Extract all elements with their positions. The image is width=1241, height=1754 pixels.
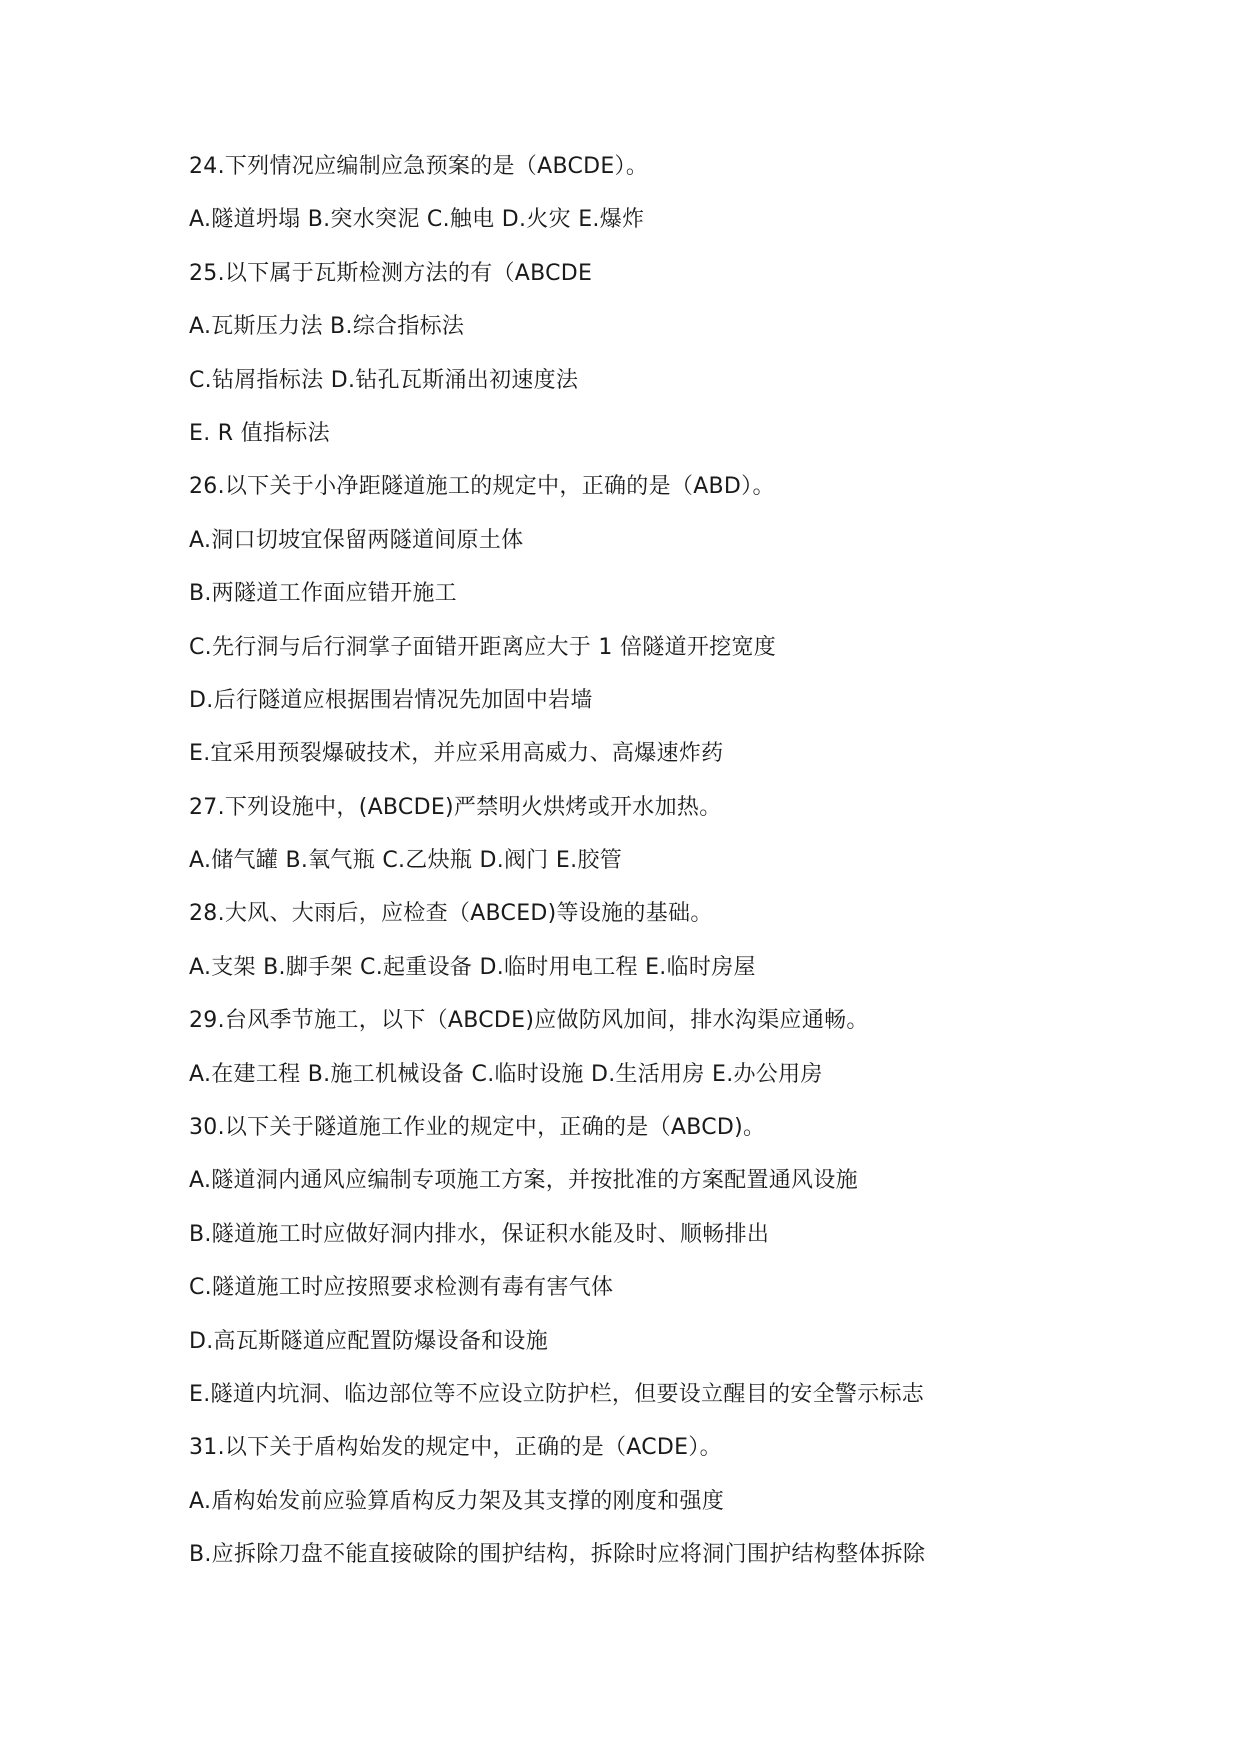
question-28-options: A.支架 B.脚手架 C.起重设备 D.临时用电工程 E.临时房屋 — [189, 954, 756, 980]
question-30-option-d: D.高瓦斯隧道应配置防爆设备和设施 — [189, 1328, 549, 1354]
question-25-options-ab: A.瓦斯压力法 B.综合指标法 — [189, 314, 465, 340]
question-26-option-d: D.后行隧道应根据围岩情况先加固中岩墙 — [189, 687, 593, 713]
question-list — [189, 140, 1069, 1582]
question-26-option-b: B.两隧道工作面应错开施工 — [189, 581, 457, 607]
question-31-stem: 31.以下关于盾构始发的规定中，正确的是（ACDE）。 — [189, 1435, 722, 1461]
question-26-option-c: C.先行洞与后行洞掌子面错开距离应大于 1 倍隧道开挖宽度 — [189, 634, 777, 660]
question-28-stem: 28.大风、大雨后，应检查（ABCED)等设施的基础。 — [189, 901, 713, 927]
question-31-option-a: A.盾构始发前应验算盾构反力架及其支撑的刚度和强度 — [189, 1488, 725, 1514]
question-29-options: A.在建工程 B.施工机械设备 C.临时设施 D.生活用房 E.办公用房 — [189, 1061, 823, 1087]
question-30-option-c: C.隧道施工时应按照要求检测有毒有害气体 — [189, 1275, 614, 1301]
question-30-option-b: B.隧道施工时应做好洞内排水，保证积水能及时、顺畅排出 — [189, 1221, 770, 1247]
question-26-stem: 26.以下关于小净距隧道施工的规定中，正确的是（ABD）。 — [189, 474, 775, 500]
question-26-option-a: A.洞口切坡宜保留两隧道间原土体 — [189, 527, 524, 553]
question-25-options-cd: C.钻屑指标法 D.钻孔瓦斯涌出初速度法 — [189, 367, 579, 393]
question-27-stem: 27.下列设施中，(ABCDE)严禁明火烘烤或开水加热。 — [189, 794, 722, 820]
question-30-stem: 30.以下关于隧道施工作业的规定中，正确的是（ABCD)。 — [189, 1115, 766, 1141]
question-25-option-e: E. R 值指标法 — [189, 420, 330, 446]
question-31-option-b: B.应拆除刀盘不能直接破除的围护结构，拆除时应将洞门围护结构整体拆除 — [189, 1542, 926, 1568]
question-24-options: A.隧道坍塌 B.突水突泥 C.触电 D.火灾 E.爆炸 — [189, 207, 645, 233]
question-30-option-a: A.隧道洞内通风应编制专项施工方案，并按批准的方案配置通风设施 — [189, 1168, 858, 1194]
question-29-stem: 29.台风季节施工，以下（ABCDE)应做防风加间，排水沟渠应通畅。 — [189, 1008, 869, 1034]
question-25-stem: 25.以下属于瓦斯检测方法的有（ABCDE — [189, 260, 593, 286]
question-27-options: A.储气罐 B.氧气瓶 C.乙炔瓶 D.阀门 E.胶管 — [189, 848, 622, 874]
question-30-option-e: E.隧道内坑洞、临边部位等不应设立防护栏，但要设立醒目的安全警示标志 — [189, 1381, 925, 1407]
question-24-stem: 24.下列情况应编制应急预案的是（ABCDE）。 — [189, 154, 649, 179]
question-26-option-e: E.宜采用预裂爆破技术，并应采用高威力、高爆速炸药 — [189, 741, 724, 767]
